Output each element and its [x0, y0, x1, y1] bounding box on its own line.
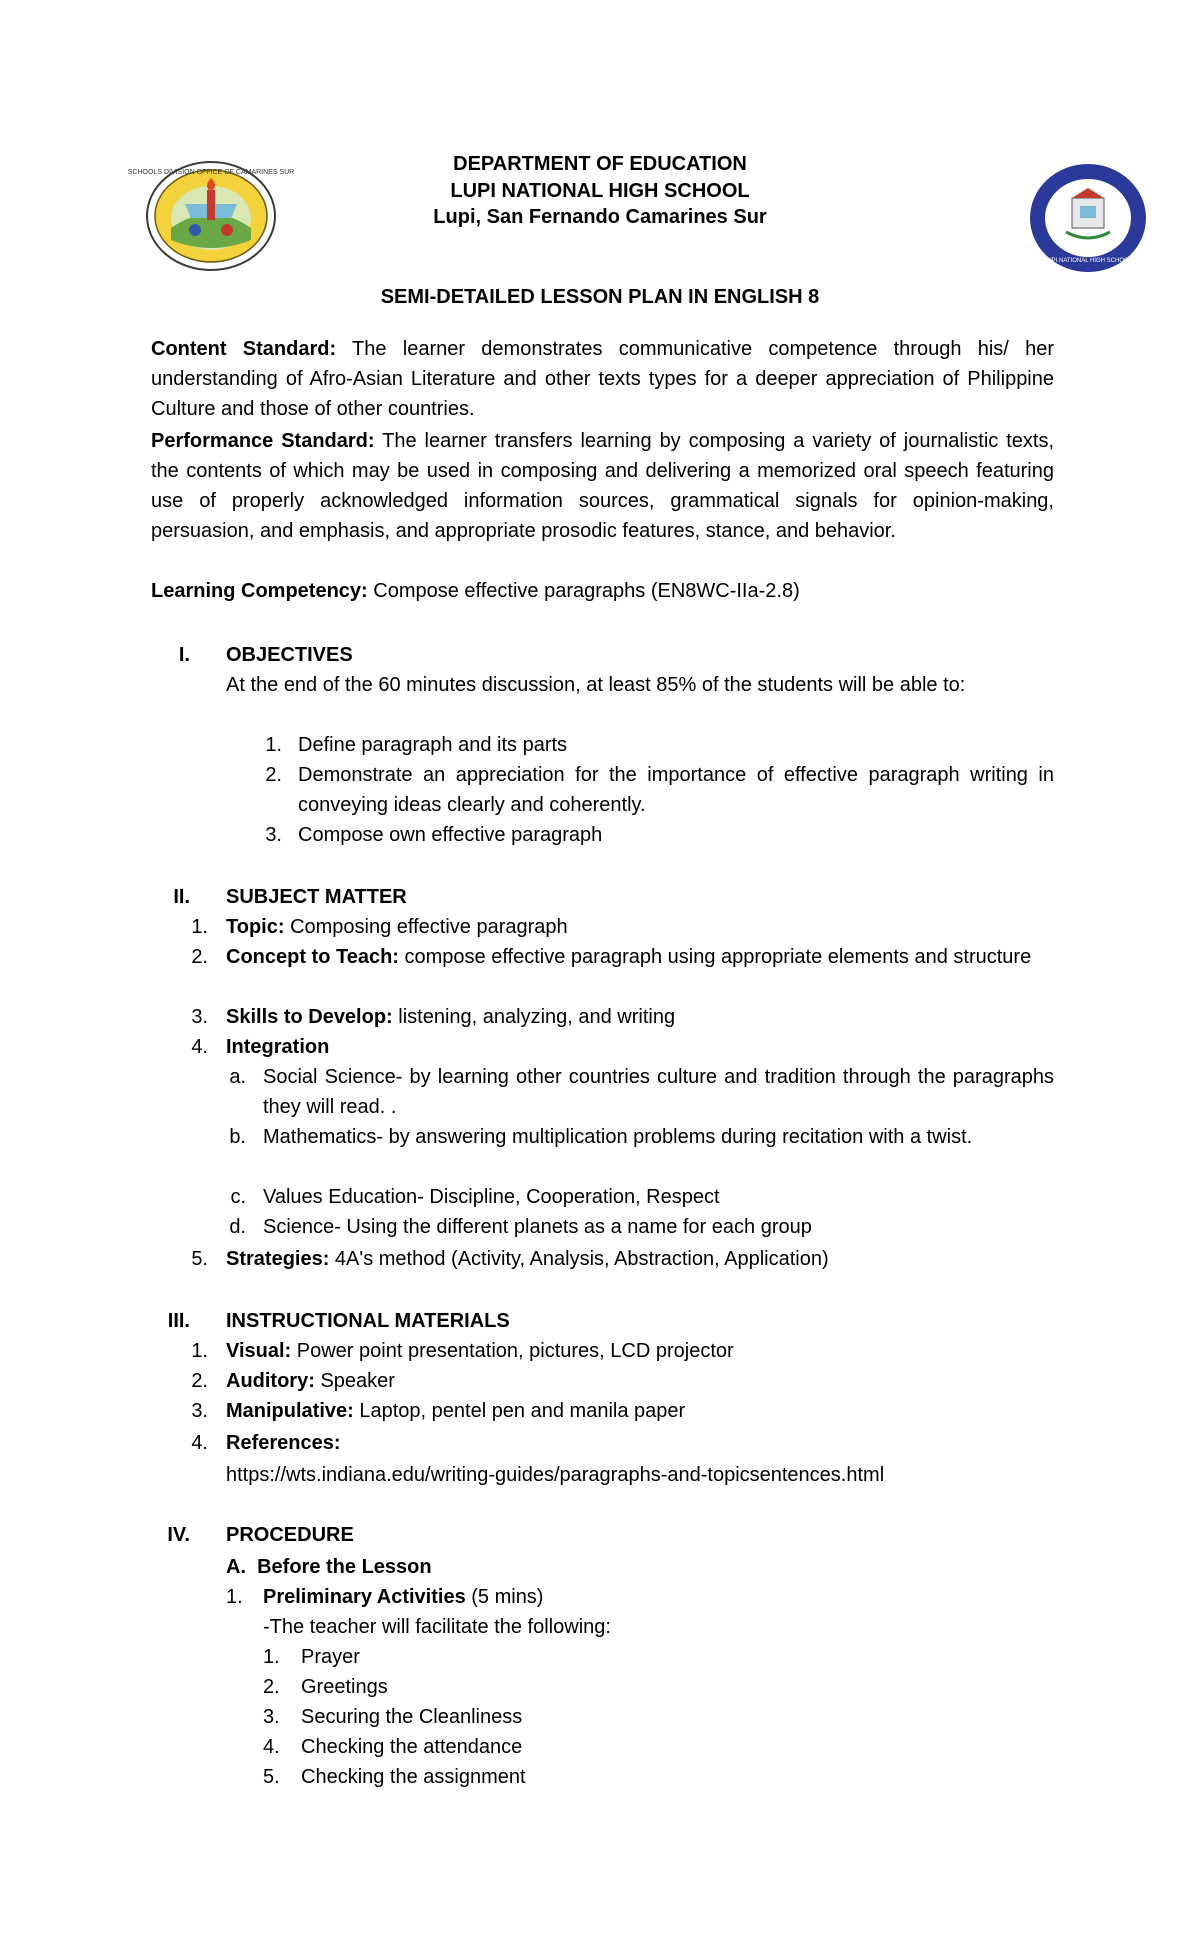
list-number: 5. [191, 1248, 208, 1270]
list-number: 4. [191, 1036, 208, 1058]
learning-competency [151, 576, 1054, 606]
objective-item: Demonstrate an appreciation for the importance of effective paragraph writing in conveying ideas clearly and coherently. [298, 764, 1054, 816]
list-letter: a. [229, 1066, 246, 1088]
manipulative-label: Manipulative: [226, 1400, 354, 1422]
department-heading: DEPARTMENT OF EDUCATION [453, 153, 747, 175]
preliminary-label: Preliminary Activities [263, 1586, 466, 1608]
objective-item: Compose own effective paragraph [298, 824, 603, 846]
procedure-step: Checking the attendance [301, 1736, 523, 1758]
content-standard-label: Content Standard: [151, 338, 337, 360]
concept-text: compose effective paragraph using appropriate elements and structure [398, 946, 1032, 968]
preliminary-activities [263, 1582, 543, 1612]
subject-matter-heading: SUBJECT MATTER [226, 886, 407, 908]
integration-subitem: Social Science- by learning other countries culture and tradition through the paragraphs they will read. . [263, 1066, 1054, 1118]
preliminary-time: (5 mins) [465, 1586, 544, 1608]
auditory-item [226, 1366, 395, 1396]
list-letter: d. [229, 1216, 246, 1238]
section-numeral: III. [167, 1310, 190, 1332]
content-standard [151, 334, 1054, 424]
list-number: 3. [263, 1706, 280, 1728]
performance-standard [151, 426, 1054, 546]
manipulative-item [226, 1396, 685, 1426]
before-lesson-heading: A. Before the Lesson [226, 1556, 432, 1578]
list-number: 3. [191, 1006, 208, 1028]
list-number: 1. [226, 1586, 243, 1608]
materials-heading: INSTRUCTIONAL MATERIALS [226, 1310, 510, 1332]
visual-item [226, 1336, 734, 1366]
list-number: 1. [191, 1340, 208, 1362]
list-number: 1. [263, 1646, 280, 1668]
list-number: 4. [191, 1432, 208, 1454]
list-letter: b. [229, 1126, 246, 1148]
integration-subitem: Mathematics- by answering multiplication problems during recitation with a twist. [263, 1126, 973, 1148]
list-letter: c. [230, 1186, 246, 1208]
skills-label: Skills to Develop: [226, 1006, 393, 1028]
logo-right-lettering: LUPI NATIONAL HIGH SCHOOL [1043, 258, 1133, 264]
list-number: 3. [265, 824, 282, 846]
procedure-step: Prayer [301, 1646, 360, 1668]
procedure-heading: PROCEDURE [226, 1524, 354, 1546]
auditory-text: Speaker [314, 1370, 395, 1392]
skills-text: listening, analyzing, and writing [392, 1006, 676, 1028]
integration-item [226, 1032, 1054, 1062]
integration-label: Integration [226, 1036, 330, 1058]
manipulative-text: Laptop, pentel pen and manila paper [353, 1400, 686, 1422]
objectives-intro: At the end of the 60 minutes discussion, at least 85% of the students will be able to: [226, 674, 966, 696]
auditory-label: Auditory: [226, 1370, 315, 1392]
strategies-label: Strategies: [226, 1248, 330, 1270]
lesson-plan-title: SEMI-DETAILED LESSON PLAN IN ENGLISH 8 [380, 286, 820, 308]
concept-item [226, 942, 1054, 972]
learning-competency-text: Compose effective paragraphs (EN8WC-IIa-2.8) [367, 580, 800, 602]
procedure-step: Checking the assignment [301, 1766, 526, 1788]
topic-label: Topic: [226, 916, 285, 938]
reference-link[interactable]: https://wts.indiana.edu/writing-guides/paragraphs-and-topicsentences.html [226, 1464, 885, 1486]
strategies-item [226, 1244, 1054, 1274]
visual-text: Power point presentation, pictures, LCD projector [291, 1340, 734, 1362]
list-number: 2. [263, 1676, 280, 1698]
objective-item: Define paragraph and its parts [298, 734, 568, 756]
integration-subitem: Science- Using the different planets as a name for each group [263, 1216, 812, 1238]
procedure-step: Securing the Cleanliness [301, 1706, 523, 1728]
learning-competency-label: Learning Competency: [151, 580, 368, 602]
objectives-heading: OBJECTIVES [226, 644, 353, 666]
list-number: 1. [265, 734, 282, 756]
performance-standard-text: The learner transfers learning by composing a variety of journalistic texts, the contents of which may be used in composing and delivering a memorized oral speech featuring use of properly acknowledged information sources, grammatical signals for opinion-making, persuasion, and emphasis, and appropriate prosodic features, stance, and behavior. [151, 430, 1055, 542]
topic-text: Composing effective paragraph [284, 916, 568, 938]
visual-label: Visual: [226, 1340, 292, 1362]
list-number: 5. [263, 1766, 280, 1788]
performance-standard-label: Performance Standard: [151, 430, 375, 452]
procedure-step: Greetings [301, 1676, 388, 1698]
list-number: 1. [191, 916, 208, 938]
list-number: 2. [265, 764, 282, 786]
list-number: 2. [191, 1370, 208, 1392]
content-standard-text: The learner demonstrates communicative competence through his/ her understanding of Afro-Asian Literature and other texts types for a deeper appreciation of Philippine Culture and those of other countries. [151, 338, 1055, 420]
section-numeral: I. [178, 644, 190, 666]
school-name-heading: LUPI NATIONAL HIGH SCHOOL [450, 180, 750, 202]
skills-item [226, 1002, 1054, 1032]
facilitate-text: -The teacher will facilitate the following: [263, 1616, 611, 1638]
list-number: 4. [263, 1736, 280, 1758]
section-numeral: II. [173, 886, 190, 908]
logo-left-lettering: SCHOOLS DIVISION OFFICE OF CAMARINES SUR [127, 169, 295, 176]
list-number: 2. [191, 946, 208, 968]
school-address-heading: Lupi, San Fernando Camarines Sur [433, 206, 767, 228]
topic-item [226, 912, 1054, 942]
integration-subitem: Values Education- Discipline, Cooperation, Respect [263, 1186, 720, 1208]
references-item [226, 1428, 341, 1458]
list-number: 3. [191, 1400, 208, 1422]
strategies-text: 4A's method (Activity, Analysis, Abstraction, Application) [329, 1248, 829, 1270]
section-numeral: IV. [167, 1524, 190, 1546]
concept-label: Concept to Teach: [226, 946, 399, 968]
references-label: References: [226, 1432, 341, 1454]
